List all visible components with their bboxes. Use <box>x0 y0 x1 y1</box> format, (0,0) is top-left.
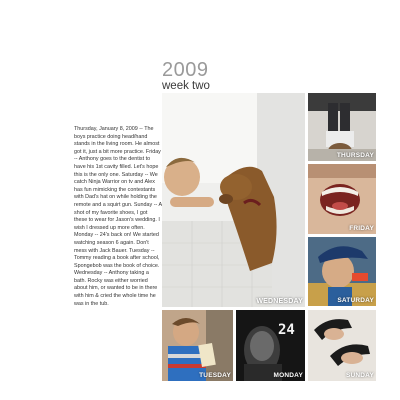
label-tuesday: TUESDAY <box>199 372 231 379</box>
thursday-image <box>308 93 376 161</box>
page-subtitle: week two <box>162 80 210 92</box>
page-year: 2009 <box>162 59 209 81</box>
photo-monday <box>236 310 305 381</box>
label-wednesday: WEDNESDAY <box>256 298 303 305</box>
label-friday: FRIDAY <box>349 225 374 232</box>
photo-tuesday <box>162 310 233 381</box>
wednesday-image <box>162 93 305 307</box>
journal-text: Thursday, January 8, 2009 -- The boys practice doing head/hand stands in the living room. He almost got it, just a bit more practice. Friday -- Anthony goes to the dentist to have his 1st cavity filled. Let's hope this is the only one. Saturday -- We catch Ninja Warrior on tv and Alex has fun mimicking the contestants with Dad's hat on while holding the remote and a squirt gun. Sunday -- A shot of my favorite shoes, I got these to wear for Jason's wedding. I wish I dressed up more often. Monday -- 24's back on! We started watching season 6 again. Don't mess with Jack Bauer. Tuesday -- Tommy reading a book after school, Spongebob was the book of choice. Wednesday -- Anthony taking a bath. Rocky was either worried about him, or wanted to be in there with him & cried the whole time he was in the tub. <box>74 126 162 307</box>
photo-friday <box>308 164 376 234</box>
label-sunday: SUNDAY <box>345 372 374 379</box>
photo-sunday <box>308 310 376 381</box>
sunday-image <box>308 310 376 381</box>
label-saturday: SATURDAY <box>337 297 374 304</box>
photo-saturday <box>308 237 376 306</box>
saturday-image <box>308 237 376 306</box>
tv-number: 24 <box>278 322 295 338</box>
label-thursday: THURSDAY <box>336 152 374 159</box>
label-monday: MONDAY <box>273 372 303 379</box>
page-header <box>162 60 210 92</box>
friday-image <box>308 164 376 234</box>
monday-image <box>236 310 305 381</box>
photo-thursday <box>308 93 376 161</box>
photo-wednesday <box>162 93 305 307</box>
tuesday-image <box>162 310 233 381</box>
